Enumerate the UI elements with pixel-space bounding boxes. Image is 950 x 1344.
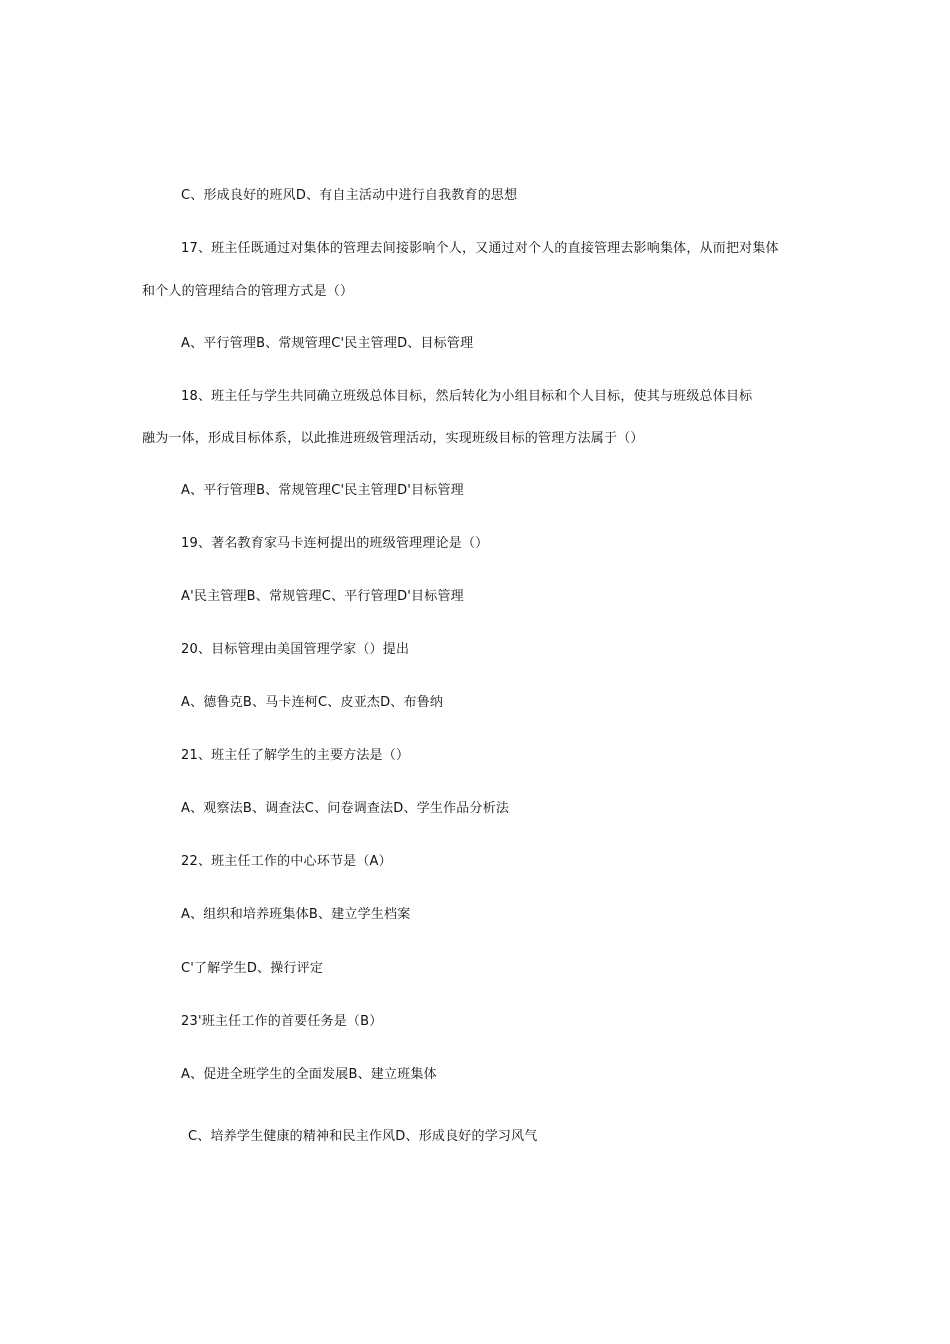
option-line-17: A、平行管理B、常规管理C'民主管理D、目标管理: [181, 336, 474, 351]
option-line-18: A、平行管理B、常规管理C'民主管理D'目标管理: [181, 483, 464, 498]
option-line-22-cd: C'了解学生D、操行评定: [181, 961, 324, 976]
question-18-line-2: 融为一体，形成目标体系，以此推进班级管理活动，实现班级目标的管理方法属于（）: [142, 431, 644, 446]
question-19: 19、著名教育家马卡连柯提出的班级管理理论是（）: [181, 536, 489, 551]
option-line-23-ab: A、促进全班学生的全面发展B、建立班集体: [181, 1067, 437, 1082]
question-20: 20、目标管理由美国管理学家（）提出: [181, 642, 410, 657]
question-21: 21、班主任了解学生的主要方法是（）: [181, 748, 410, 763]
question-18-line-1: 18、班主任与学生共同确立班级总体目标，然后转化为小组目标和个人目标，使其与班级总体目标: [181, 389, 753, 404]
option-line-22-ab: A、组织和培养班集体B、建立学生档案: [181, 907, 411, 922]
question-17-line-1: 17、班主任既通过对集体的管理去间接影响个人，又通过对个人的直接管理去影响集体，从而把对集体: [181, 241, 779, 256]
question-23: 23'班主任工作的首要任务是（B）: [181, 1014, 383, 1029]
question-22: 22、班主任工作的中心环节是（A）: [181, 854, 392, 869]
option-line-23-cd: C、培养学生健康的精神和民主作风D、形成良好的学习风气: [188, 1129, 538, 1144]
option-line-16-cd: C、形成良好的班风D、有自主活动中进行自我教育的思想: [181, 188, 518, 203]
option-line-19: A'民主管理B、常规管理C、平行管理D'目标管理: [181, 589, 464, 604]
option-line-20: A、德鲁克B、马卡连柯C、皮亚杰D、布鲁纳: [181, 695, 444, 710]
question-17-line-2: 和个人的管理结合的管理方式是（）: [142, 284, 354, 299]
option-line-21: A、观察法B、调查法C、问卷调查法D、学生作品分析法: [181, 801, 510, 816]
